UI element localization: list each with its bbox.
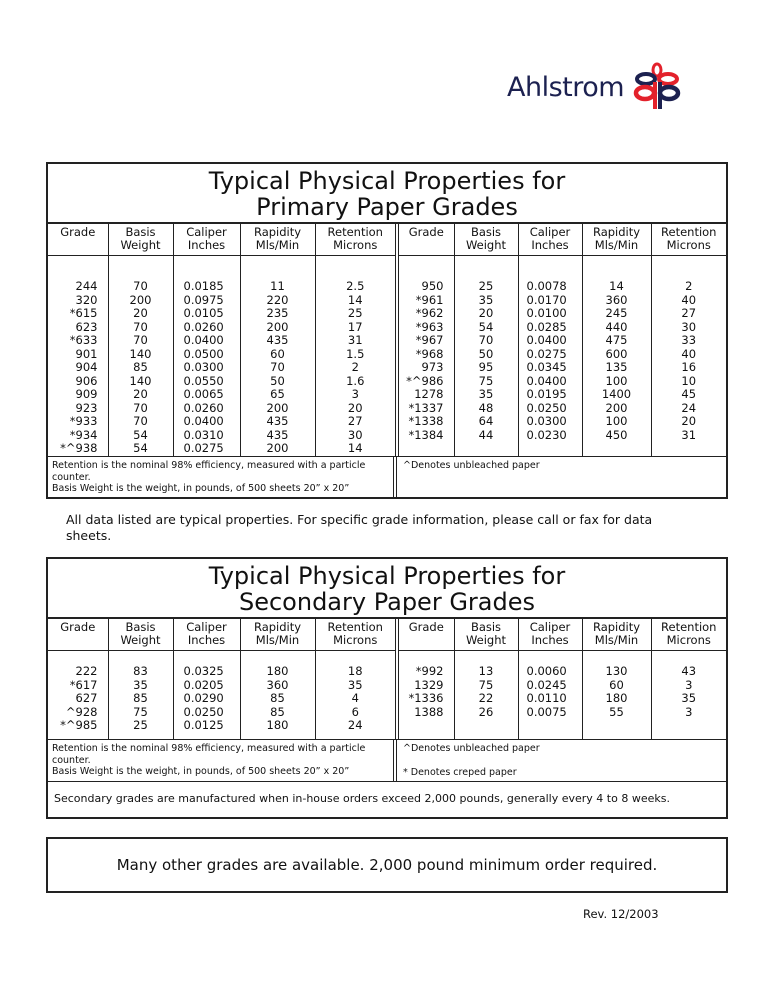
table-cell: 360	[266, 677, 289, 692]
table-cell: *992	[415, 664, 444, 678]
unbleached-note: ^Denotes unbleached paper	[403, 460, 540, 471]
table-cell: 0.0110	[526, 691, 567, 705]
revision-date: Rev. 12/2003	[583, 907, 659, 921]
table-cell: 200	[266, 400, 289, 415]
table-cell: 0.0100	[526, 306, 567, 320]
table-cell: *633	[69, 333, 98, 347]
col-grade: Grade	[397, 224, 454, 256]
col-grade: Grade	[48, 224, 108, 256]
basis-weight-note: Basis Weight is the weight, in pounds, of 500 sheets 20” x 20”	[52, 483, 350, 494]
brand-name: Ahlstrom	[507, 71, 625, 103]
table-cell: 20	[133, 387, 148, 401]
table-cell: 95	[478, 360, 494, 374]
ahlstrom-knot-icon	[632, 62, 682, 112]
grade-column	[397, 651, 454, 740]
table-cell: 70	[270, 360, 285, 374]
table-cell: 0.0250	[183, 704, 224, 719]
table-cell: 2	[685, 279, 693, 293]
table-cell: 70	[133, 400, 148, 415]
table-cell: 0.0310	[183, 427, 224, 442]
table-cell: 31	[681, 427, 697, 442]
table-cell: 901	[75, 346, 98, 361]
col-rapidity: Rapidity Mls/Min	[582, 619, 651, 651]
table-cell: 0.0400	[526, 373, 567, 388]
table-cell: 2.5	[346, 279, 365, 293]
basis-weight-note: Basis Weight is the weight, in pounds, of 500 sheets 20” x 20”	[52, 766, 350, 777]
retention-note: Retention is the nominal 98% efficiency, measured with a particle counter.	[52, 743, 366, 766]
table-cell: 435	[266, 427, 289, 442]
table-cell: *^938	[60, 441, 98, 455]
table-cell: 1.6	[346, 373, 365, 388]
table-cell: 0.0195	[526, 387, 567, 401]
primary-grades-panel	[46, 162, 728, 499]
table-cell: 0.0290	[183, 691, 224, 705]
table-cell: 1278	[414, 387, 444, 401]
table-cell: 0.0400	[183, 414, 224, 428]
table-cell: 950	[421, 279, 444, 293]
table-cell: 0.0500	[183, 346, 224, 361]
table-cell: *967	[415, 333, 444, 347]
table-cell: 35	[478, 292, 494, 307]
table-cell: 20	[478, 306, 494, 320]
table-cell: 54	[478, 319, 494, 334]
col-caliper: Caliper Inches	[518, 619, 582, 651]
table-cell: 0.0250	[526, 400, 567, 415]
primary-title-line2: Primary Paper Grades	[256, 193, 518, 221]
unbleached-note: ^Denotes unbleached paper	[403, 743, 540, 754]
table-cell: 320	[75, 292, 98, 307]
secondary-grades-table	[48, 619, 726, 739]
table-cell: *615	[69, 306, 98, 320]
table-cell: 50	[270, 373, 285, 388]
table-cell: 40	[681, 292, 697, 307]
table-cell: 20	[133, 306, 148, 320]
table-cell: 0.0275	[526, 346, 567, 361]
table-cell: 1.5	[346, 346, 365, 361]
table-cell: 244	[75, 279, 98, 293]
col-grade: Grade	[397, 619, 454, 651]
table-cell: 6	[351, 704, 359, 719]
caliper-column	[173, 256, 240, 457]
rapidity-column	[582, 651, 651, 740]
table-cell: 35	[133, 677, 148, 692]
table-cell: 0.0205	[183, 677, 224, 692]
table-cell: 14	[609, 279, 624, 293]
table-cell: *617	[69, 677, 98, 692]
table-cell: 140	[129, 373, 152, 388]
table-cell: 200	[266, 319, 289, 334]
table-cell: *968	[415, 346, 444, 361]
table-cell: 623	[75, 319, 98, 334]
table-cell: 44	[478, 427, 494, 442]
table-cell: 24	[681, 400, 697, 415]
col-caliper: Caliper Inches	[173, 619, 240, 651]
table-cell: *961	[415, 292, 444, 307]
table-cell: 1329	[414, 677, 444, 692]
table-cell: 435	[266, 414, 289, 428]
table-cell: 200	[129, 292, 152, 307]
brand-logo	[507, 62, 682, 112]
col-basis-weight: Basis Weight	[454, 619, 518, 651]
table-cell: 45	[681, 387, 697, 401]
table-cell: 85	[270, 691, 285, 705]
table-cell: 54	[133, 427, 148, 442]
table-cell: 0.0400	[183, 333, 224, 347]
table-cell: 0.0185	[183, 279, 224, 293]
table-cell: 16	[681, 360, 697, 374]
retention-column	[315, 651, 397, 740]
table-cell: 475	[605, 333, 628, 347]
table-cell: 200	[266, 441, 289, 455]
table-cell: *^985	[60, 718, 98, 732]
schedule-note: Secondary grades are manufactured when in-house orders exceed 2,000 pounds, generally every 4 to 8 weeks.	[48, 781, 726, 817]
table-cell: 75	[478, 373, 494, 388]
table-cell: 0.0345	[526, 360, 567, 374]
table-cell: 0.0065	[183, 387, 224, 401]
secondary-title-line1: Typical Physical Properties for	[208, 562, 566, 590]
table-cell: 1400	[601, 387, 632, 401]
table-cell: 3	[685, 704, 693, 719]
table-cell: 35	[681, 691, 697, 705]
table-cell: 70	[478, 333, 494, 347]
secondary-title-line2: Secondary Paper Grades	[238, 588, 535, 616]
table-cell: 26	[478, 704, 494, 719]
col-rapidity: Rapidity Mls/Min	[582, 224, 651, 256]
table-cell: 20	[347, 400, 363, 415]
table-cell: 245	[605, 306, 628, 320]
table-cell: 627	[75, 691, 98, 705]
table-cell: *^986	[406, 373, 444, 388]
table-cell: *933	[69, 414, 98, 428]
table-cell: 0.0245	[526, 677, 567, 692]
table-cell: 75	[478, 677, 494, 692]
table-cell: 70	[133, 333, 148, 347]
table-cell: *1337	[408, 400, 444, 415]
col-rapidity: Rapidity Mls/Min	[240, 619, 315, 651]
table-cell: *1384	[408, 427, 444, 442]
table-cell: 0.0260	[183, 319, 224, 334]
table-cell: 22	[478, 691, 494, 705]
table-cell: 909	[75, 387, 98, 401]
table-cell: 435	[266, 333, 289, 347]
caliper-column	[518, 256, 582, 457]
disclaimer-text: All data listed are typical properties. For specific grade information, please call or fax for data sheets.	[66, 512, 653, 543]
table-cell: 0.0125	[183, 718, 224, 732]
table-cell: 85	[270, 704, 285, 719]
table-cell: *1338	[408, 414, 444, 428]
table-cell: 1388	[414, 704, 444, 719]
table-cell: 200	[605, 400, 628, 415]
table-cell: 180	[605, 691, 628, 705]
header-row	[48, 619, 726, 651]
table-cell: 40	[681, 346, 697, 361]
table-cell: 0.0170	[526, 292, 567, 307]
col-retention: Retention Microns	[651, 224, 726, 256]
table-cell: 906	[75, 373, 98, 388]
table-cell: 0.0400	[526, 333, 567, 347]
table-cell: 4	[351, 691, 359, 705]
table-cell: 0.0230	[526, 427, 567, 442]
rapidity-column	[582, 256, 651, 457]
table-cell: *962	[415, 306, 444, 320]
col-basis-weight: Basis Weight	[108, 224, 173, 256]
header-row	[48, 224, 726, 256]
basis-weight-column	[454, 651, 518, 740]
table-cell: 360	[605, 292, 628, 307]
basis-weight-column	[108, 651, 173, 740]
table-cell: 973	[421, 360, 444, 374]
table-cell: 0.0550	[183, 373, 224, 388]
table-cell: 10	[681, 373, 697, 388]
table-cell: 25	[478, 279, 494, 293]
table-cell: 17	[347, 319, 363, 334]
table-cell: 0.0975	[183, 292, 224, 307]
table-cell: 54	[133, 441, 148, 455]
table-cell: 440	[605, 319, 628, 334]
table-cell: 222	[75, 664, 98, 678]
table-cell: 25	[347, 306, 363, 320]
primary-title-line1: Typical Physical Properties for	[208, 167, 566, 195]
table-cell: 0.0075	[526, 704, 567, 719]
table-cell: 0.0078	[526, 279, 567, 293]
table-cell: 24	[347, 718, 363, 732]
data-row	[48, 651, 726, 740]
table-cell: 100	[605, 373, 628, 388]
table-cell: 35	[478, 387, 494, 401]
table-cell: 0.0325	[183, 664, 224, 678]
retention-column	[651, 256, 726, 457]
grade-column	[397, 256, 454, 457]
table-cell: *1336	[408, 691, 444, 705]
table-cell: 0.0105	[183, 306, 224, 320]
table-cell: 25	[133, 718, 148, 732]
table-cell: *934	[69, 427, 98, 442]
table-cell: 60	[609, 677, 624, 692]
caliper-column	[173, 651, 240, 740]
table-cell: ^928	[65, 704, 98, 719]
primary-title	[48, 164, 726, 224]
table-cell: 180	[266, 664, 289, 678]
table-cell: 27	[347, 414, 363, 428]
table-cell: 14	[347, 441, 363, 455]
table-cell: 65	[270, 387, 285, 401]
col-basis-weight: Basis Weight	[108, 619, 173, 651]
retention-note: Retention is the nominal 98% efficiency, measured with a particle counter.	[52, 460, 366, 483]
table-cell: 50	[478, 346, 494, 361]
col-retention: Retention Microns	[315, 619, 397, 651]
table-cell: *963	[415, 319, 444, 334]
minimum-order-callout: Many other grades are available. 2,000 pound minimum order required.	[46, 837, 728, 893]
table-cell: 0.0300	[526, 414, 567, 428]
table-cell: 0.0275	[183, 441, 224, 455]
table-cell: 923	[75, 400, 98, 415]
table-cell: 20	[681, 414, 697, 428]
table-cell: 18	[347, 664, 363, 678]
table-cell: 220	[266, 292, 289, 307]
table-cell: 135	[605, 360, 628, 374]
grade-column	[48, 256, 108, 457]
table-cell: 75	[133, 704, 148, 719]
col-rapidity: Rapidity Mls/Min	[240, 224, 315, 256]
table-cell: 70	[133, 414, 148, 428]
table-cell: 0.0300	[183, 360, 224, 374]
rapidity-column	[240, 256, 315, 457]
primary-grades-table	[48, 224, 726, 456]
table-cell: 35	[347, 677, 363, 692]
table-cell: 70	[133, 319, 148, 334]
table-cell: 130	[605, 664, 628, 678]
table-cell: 0.0260	[183, 400, 224, 415]
table-cell: 64	[478, 414, 494, 428]
col-retention: Retention Microns	[651, 619, 726, 651]
col-basis-weight: Basis Weight	[454, 224, 518, 256]
table-cell: 140	[129, 346, 152, 361]
grade-column	[48, 651, 108, 740]
table-cell: 235	[266, 306, 289, 320]
table-cell: 14	[347, 292, 363, 307]
table-cell: 60	[270, 346, 285, 361]
col-retention: Retention Microns	[315, 224, 397, 256]
caliper-column	[518, 651, 582, 740]
table-cell: 85	[133, 691, 148, 705]
table-cell: 70	[133, 279, 148, 293]
secondary-grades-panel	[46, 557, 728, 819]
retention-column	[315, 256, 397, 457]
table-cell: 904	[75, 360, 98, 374]
secondary-notes	[48, 739, 726, 781]
table-cell: 600	[605, 346, 628, 361]
basis-weight-column	[108, 256, 173, 457]
basis-weight-column	[454, 256, 518, 457]
table-cell: 33	[681, 333, 697, 347]
creped-note: * Denotes creped paper	[403, 766, 517, 778]
table-cell: 43	[681, 664, 697, 678]
table-cell: 31	[347, 333, 363, 347]
retention-column	[651, 651, 726, 740]
col-caliper: Caliper Inches	[173, 224, 240, 256]
data-row	[48, 256, 726, 457]
col-grade: Grade	[48, 619, 108, 651]
secondary-title	[48, 559, 726, 619]
table-cell: 450	[605, 427, 628, 442]
table-cell: 85	[133, 360, 148, 374]
table-cell: 0.0285	[526, 319, 567, 334]
table-cell: 55	[609, 704, 624, 719]
col-caliper: Caliper Inches	[518, 224, 582, 256]
table-cell: 83	[133, 664, 148, 678]
table-cell: 2	[351, 360, 359, 374]
table-cell: 3	[351, 387, 359, 401]
table-cell: 180	[266, 718, 289, 732]
primary-notes	[48, 456, 726, 497]
table-cell: 0.0060	[526, 664, 567, 678]
table-cell: 11	[270, 279, 285, 293]
table-cell: 30	[681, 319, 697, 334]
table-cell: 30	[347, 427, 363, 442]
table-cell: 100	[605, 414, 628, 428]
table-cell: 48	[478, 400, 494, 415]
table-cell: 13	[478, 664, 494, 678]
rapidity-column	[240, 651, 315, 740]
table-cell: 27	[681, 306, 697, 320]
table-cell: 3	[685, 677, 693, 692]
